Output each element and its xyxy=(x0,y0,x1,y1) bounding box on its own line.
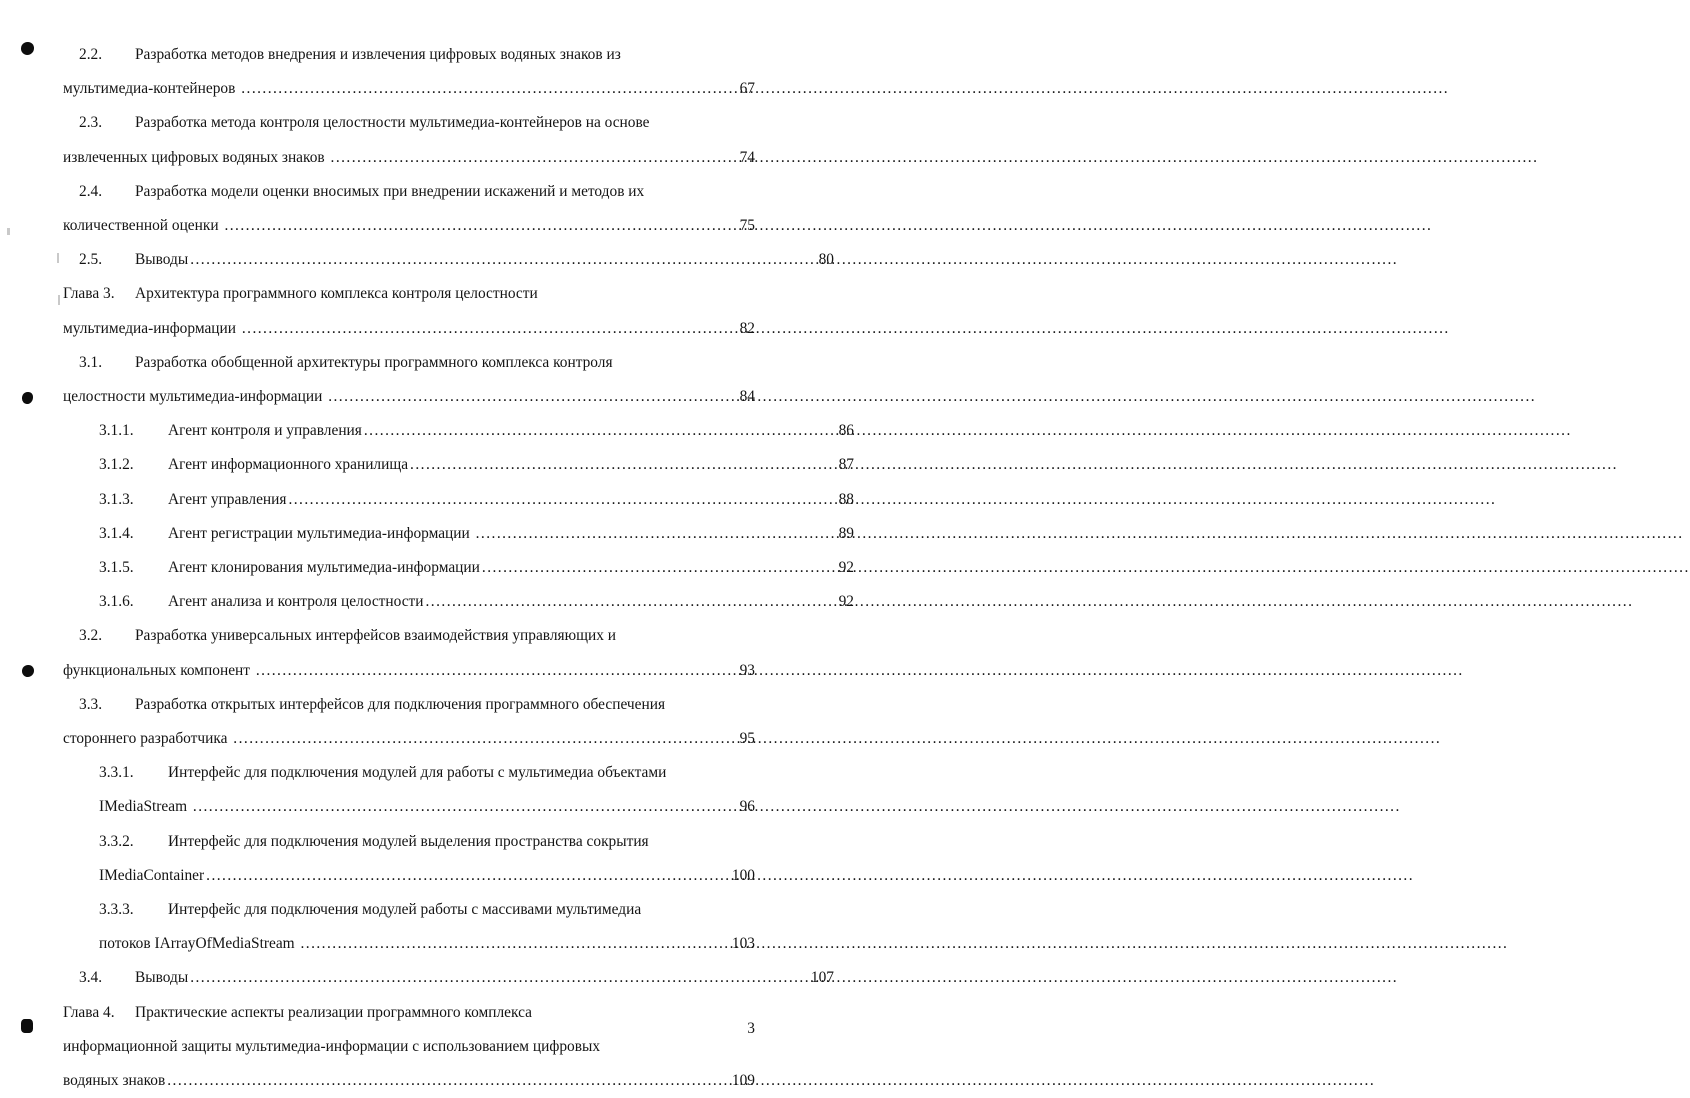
toc-entry-title: Агент управления xyxy=(168,490,287,508)
toc-page-number: 67 xyxy=(739,80,755,98)
toc-leader-line xyxy=(168,585,896,619)
toc-entry-number: 3.3.2. xyxy=(99,832,134,850)
toc-entry-title: Выводы xyxy=(135,969,189,987)
toc-page-number: 107 xyxy=(810,969,834,987)
toc-entry-continuation xyxy=(0,654,797,688)
toc-entry-head xyxy=(0,688,797,722)
toc-entry-title: информационной защиты мультимедиа-информации с использованием цифровых xyxy=(63,1037,601,1055)
toc-entry-title: функциональных компонент xyxy=(63,661,254,679)
toc-entry-title: Агент регистрации мультимедиа-информации xyxy=(168,524,474,542)
toc-entry[interactable] xyxy=(0,175,797,243)
toc-entry-number: 3.1.3. xyxy=(99,490,134,508)
toc-page-number: 103 xyxy=(731,935,755,953)
page-number: 3 xyxy=(747,1020,755,1037)
toc-page-number: 86 xyxy=(838,422,854,440)
toc-entry-head xyxy=(0,483,896,517)
toc-leader-line xyxy=(63,1064,797,1098)
dot-leader xyxy=(233,722,738,756)
toc-entry-head xyxy=(0,243,876,277)
toc-entry-head xyxy=(0,448,896,482)
toc-entry-number: 3.4. xyxy=(79,969,103,987)
toc-entry[interactable] xyxy=(0,38,797,106)
dot-leader xyxy=(364,414,838,448)
toc-entry-title: Выводы xyxy=(135,251,189,269)
toc-entry-title: Разработка универсальных интерфейсов взаимодействия управляющих и xyxy=(135,627,616,645)
dot-leader xyxy=(426,585,838,619)
toc-leader-line xyxy=(63,654,797,688)
toc-entry[interactable] xyxy=(0,517,854,551)
toc-page-number: 95 xyxy=(739,730,755,748)
toc-entry-head xyxy=(0,517,896,551)
toc-page-number: 84 xyxy=(739,388,755,406)
toc-entry-title: Разработка обобщенной архитектуры программного комплекса контроля xyxy=(135,353,613,371)
dot-leader xyxy=(482,551,838,585)
toc-entry-continuation xyxy=(0,380,797,414)
toc-entry-head xyxy=(0,38,797,72)
toc-entry-title: количественной оценки xyxy=(63,217,223,235)
toc-entry-head xyxy=(0,996,797,1030)
toc-entry-number: 3.1. xyxy=(79,353,103,371)
toc-entry-title: Разработка модели оценки вносимых при внедрении искажений и методов их xyxy=(135,182,645,200)
toc-entry-number: 3.3.3. xyxy=(99,901,134,919)
toc-entry-number: 3.1.2. xyxy=(99,456,134,474)
toc-entry-head xyxy=(0,277,797,311)
dot-leader xyxy=(410,448,838,482)
dot-leader xyxy=(331,141,739,175)
toc-page-number: 93 xyxy=(739,661,755,679)
toc-entry-number: 3.3. xyxy=(79,695,103,713)
toc-entry-number: 2.3. xyxy=(79,114,103,132)
toc-entry-title: извлеченных цифровых водяных знаков xyxy=(63,148,329,166)
toc-entry-head xyxy=(0,346,797,380)
dot-leader xyxy=(476,517,838,551)
toc-page-number: 100 xyxy=(731,866,755,884)
toc-leader-line xyxy=(135,961,876,995)
toc-entry-continuation xyxy=(0,209,797,243)
toc-entry[interactable] xyxy=(0,243,834,277)
dot-leader xyxy=(167,1064,731,1098)
toc-leader-line xyxy=(99,927,797,961)
toc-entry[interactable] xyxy=(0,756,797,824)
toc-entry-title: Интерфейс для подключения модулей для работы с мультимедиа объектами xyxy=(168,764,667,782)
toc-page-number: 89 xyxy=(838,524,854,542)
toc-entry-title: Агент контроля и управления xyxy=(168,422,362,440)
toc-entry[interactable] xyxy=(0,106,797,174)
toc-leader-line xyxy=(63,380,797,414)
toc-entry-number: 3.1.4. xyxy=(99,524,134,542)
toc-leader-line xyxy=(99,859,797,893)
dot-leader xyxy=(190,961,810,995)
toc-page-number: 87 xyxy=(838,456,854,474)
toc-entry-continuation xyxy=(0,722,797,756)
toc-entry-head xyxy=(0,585,896,619)
toc-entry-continuation xyxy=(0,1030,797,1064)
toc-entry[interactable] xyxy=(0,893,797,961)
toc-leader-line xyxy=(63,722,797,756)
toc-page-number: 92 xyxy=(838,559,854,577)
toc-leader-line xyxy=(168,483,896,517)
toc-entry-title: стороннего разработчика xyxy=(63,730,232,748)
toc-entry[interactable] xyxy=(0,688,797,756)
toc-entry-title: Разработка методов внедрения и извлечения цифровых водяных знаков из xyxy=(135,46,621,63)
toc-page-number: 96 xyxy=(739,798,755,816)
toc-entry-title: потоков IArrayOfMediaStream xyxy=(99,935,299,953)
toc-page-number: 88 xyxy=(838,490,854,508)
dot-leader xyxy=(288,483,837,517)
toc-leader-line xyxy=(63,312,797,346)
toc-entry-title: Практические аспекты реализации программного комплекса xyxy=(135,1003,532,1021)
toc-page-number: 75 xyxy=(739,217,755,235)
toc-entry-head xyxy=(0,825,797,859)
dot-leader xyxy=(190,243,817,277)
toc-entry[interactable] xyxy=(0,483,854,517)
toc-entry-title: Интерфейс для подключения модулей работы с массивами мультимедиа xyxy=(168,901,642,919)
toc-page-number: 92 xyxy=(838,593,854,611)
toc-entry[interactable] xyxy=(0,277,797,345)
toc-entry[interactable] xyxy=(0,619,797,687)
dot-leader xyxy=(256,654,739,688)
toc-leader-line xyxy=(168,517,896,551)
toc-entry-title: IMediaContainer xyxy=(99,866,205,884)
toc-entry-number: 2.2. xyxy=(79,46,103,63)
toc-leader-line xyxy=(99,790,797,824)
toc-entry-title: целостности мультимедиа-информации xyxy=(63,388,327,406)
toc-entry-title: IMediaStream xyxy=(99,798,191,816)
toc-entry-continuation xyxy=(0,859,797,893)
toc-entry-head xyxy=(0,893,797,927)
toc-entry-title: Агент клонирования мультимедиа-информации xyxy=(168,559,480,577)
dot-leader xyxy=(328,380,738,414)
toc-entry-head xyxy=(0,175,797,209)
toc-entry-title: мультимедиа-информации xyxy=(63,319,240,337)
toc-entry[interactable] xyxy=(0,585,854,619)
toc-page-number: 80 xyxy=(818,251,834,269)
toc-entry-number: Глава 4. xyxy=(63,1003,115,1021)
toc-entry-title: Архитектура программного комплекса контроля целостности xyxy=(135,285,538,303)
toc-entry-head xyxy=(0,551,896,585)
toc-entry-number: 3.1.1. xyxy=(99,422,134,440)
toc-entry-title: Разработка метода контроля целостности мультимедиа-контейнеров на основе xyxy=(135,114,650,132)
toc-entry[interactable] xyxy=(0,961,834,995)
toc-entry[interactable] xyxy=(0,414,854,448)
toc-leader-line xyxy=(63,209,797,243)
toc-entry-number: 2.4. xyxy=(79,182,103,200)
toc-leader-line xyxy=(168,414,896,448)
toc-entry-continuation xyxy=(0,927,797,961)
toc-entry-continuation xyxy=(0,790,797,824)
toc-entry-title: водяных знаков xyxy=(63,1072,166,1090)
dot-leader xyxy=(224,209,738,243)
toc-entry[interactable] xyxy=(0,996,797,1098)
toc-entry-number: 3.2. xyxy=(79,627,103,645)
table-of-contents xyxy=(0,38,854,1098)
toc-entry[interactable] xyxy=(0,825,797,893)
toc-page-number: 74 xyxy=(739,148,755,166)
toc-page-number: 82 xyxy=(739,319,755,337)
toc-entry-title: мультимедиа-контейнеров xyxy=(63,80,240,98)
toc-leader-line xyxy=(63,72,797,106)
toc-entry-continuation xyxy=(0,1064,797,1098)
toc-entry-head xyxy=(0,619,797,653)
toc-entry-number: Глава 3. xyxy=(63,285,115,303)
toc-entry-title: Интерфейс для подключения модулей выделения пространства сокрытия xyxy=(168,832,649,850)
toc-leader-line xyxy=(135,243,876,277)
toc-leader-line xyxy=(63,141,797,175)
dot-leader xyxy=(242,312,739,346)
toc-entry-head xyxy=(0,756,797,790)
toc-entry-number: 3.1.6. xyxy=(99,593,134,611)
dot-leader xyxy=(300,927,730,961)
toc-entry-title: Агент анализа и контроля целостности xyxy=(168,593,424,611)
toc-leader-line xyxy=(168,448,896,482)
toc-entry-continuation xyxy=(0,72,797,106)
toc-entry-head xyxy=(0,961,876,995)
toc-leader-line xyxy=(168,551,896,585)
toc-entry-title: Разработка открытых интерфейсов для подключения программного обеспечения xyxy=(135,695,666,713)
toc-page-number: 109 xyxy=(731,1072,755,1090)
dot-leader xyxy=(241,72,738,106)
toc-entry[interactable] xyxy=(0,551,854,585)
toc-entry[interactable] xyxy=(0,448,854,482)
dot-leader xyxy=(206,859,731,893)
toc-entry-number: 2.5. xyxy=(79,251,103,269)
toc-entry-title: Агент информационного хранилища xyxy=(168,456,409,474)
toc-entry-continuation xyxy=(0,141,797,175)
dot-leader xyxy=(193,790,739,824)
toc-entry-number: 3.3.1. xyxy=(99,764,134,782)
toc-entry-number: 3.1.5. xyxy=(99,559,134,577)
toc-entry[interactable] xyxy=(0,346,797,414)
toc-entry-head xyxy=(0,414,896,448)
toc-entry-continuation xyxy=(0,312,797,346)
toc-entry-head xyxy=(0,106,797,140)
